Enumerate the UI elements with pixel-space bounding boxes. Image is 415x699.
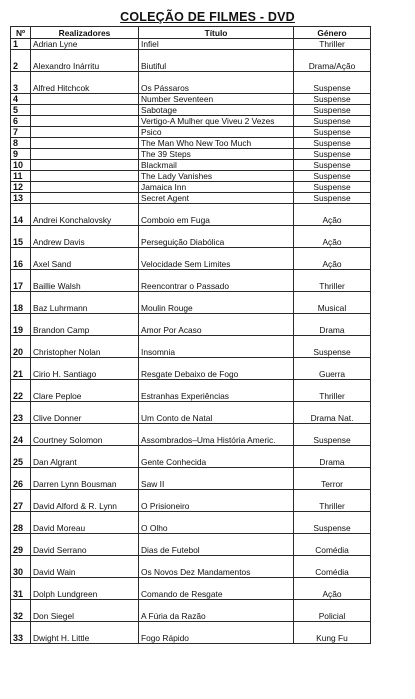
- director-cell: Andrei Konchalovsky: [31, 204, 139, 226]
- title-cell: Reencontrar o Passado: [139, 270, 294, 292]
- genre-cell: Suspense: [294, 72, 371, 94]
- title-cell: Moulin Rouge: [139, 292, 294, 314]
- genre-cell: Policial: [294, 600, 371, 622]
- genre-cell: Drama Nat.: [294, 402, 371, 424]
- director-cell: [31, 105, 139, 116]
- table-row: [11, 127, 371, 138]
- row-number: 30: [11, 556, 31, 578]
- genre-cell: Suspense: [294, 138, 371, 149]
- table-row: [11, 193, 371, 204]
- table-row: [11, 358, 371, 380]
- row-number: 9: [11, 149, 31, 160]
- table-row: [11, 94, 371, 105]
- row-number: 19: [11, 314, 31, 336]
- director-cell: [31, 160, 139, 171]
- table-body: [11, 39, 371, 644]
- row-number: 33: [11, 622, 31, 644]
- director-cell: David Wain: [31, 556, 139, 578]
- title-cell: Perseguição Diabólica: [139, 226, 294, 248]
- table-row: [11, 204, 371, 226]
- genre-cell: Drama/Ação: [294, 50, 371, 72]
- row-number: 5: [11, 105, 31, 116]
- table-row: [11, 116, 371, 127]
- row-number: 3: [11, 72, 31, 94]
- genre-cell: Suspense: [294, 171, 371, 182]
- table-row: [11, 446, 371, 468]
- title-cell: Estranhas Experiências: [139, 380, 294, 402]
- row-number: 6: [11, 116, 31, 127]
- row-number: 20: [11, 336, 31, 358]
- table-row: [11, 105, 371, 116]
- director-cell: [31, 116, 139, 127]
- director-cell: [31, 193, 139, 204]
- genre-cell: Comédia: [294, 534, 371, 556]
- title-cell: Os Novos Dez Mandamentos: [139, 556, 294, 578]
- row-number: 2: [11, 50, 31, 72]
- genre-cell: Ação: [294, 226, 371, 248]
- director-cell: Christopher Nolan: [31, 336, 139, 358]
- table-row: [11, 149, 371, 160]
- table-row: [11, 160, 371, 171]
- row-number: 14: [11, 204, 31, 226]
- header-directors: Realizadores: [31, 27, 139, 39]
- director-cell: David Alford & R. Lynn: [31, 490, 139, 512]
- title-cell: Amor Por Acaso: [139, 314, 294, 336]
- row-number: 26: [11, 468, 31, 490]
- row-number: 16: [11, 248, 31, 270]
- title-cell: Number Seventeen: [139, 94, 294, 105]
- row-number: 21: [11, 358, 31, 380]
- row-number: 1: [11, 39, 31, 50]
- genre-cell: Guerra: [294, 358, 371, 380]
- row-number: 23: [11, 402, 31, 424]
- table-row: [11, 556, 371, 578]
- title-cell: Infiel: [139, 39, 294, 50]
- row-number: 4: [11, 94, 31, 105]
- title-cell: O Prisioneiro: [139, 490, 294, 512]
- title-cell: Comando de Resgate: [139, 578, 294, 600]
- title-cell: Assombrados–Uma História Americ.: [139, 424, 294, 446]
- row-number: 8: [11, 138, 31, 149]
- genre-cell: Ação: [294, 248, 371, 270]
- director-cell: David Moreau: [31, 512, 139, 534]
- director-cell: Baillie Walsh: [31, 270, 139, 292]
- director-cell: [31, 182, 139, 193]
- director-cell: Darren Lynn Bousman: [31, 468, 139, 490]
- director-cell: David Serrano: [31, 534, 139, 556]
- genre-cell: Kung Fu: [294, 622, 371, 644]
- title-cell: The Man Who New Too Much: [139, 138, 294, 149]
- title-cell: Insomnia: [139, 336, 294, 358]
- genre-cell: Comédia: [294, 556, 371, 578]
- row-number: 31: [11, 578, 31, 600]
- genre-cell: Thriller: [294, 490, 371, 512]
- title-cell: A Fúria da Razão: [139, 600, 294, 622]
- genre-cell: Suspense: [294, 160, 371, 171]
- table-row: [11, 512, 371, 534]
- table-row: [11, 468, 371, 490]
- row-number: 18: [11, 292, 31, 314]
- genre-cell: Terror: [294, 468, 371, 490]
- row-number: 15: [11, 226, 31, 248]
- table-row: [11, 578, 371, 600]
- title-cell: Vertigo-A Mulher que Viveu 2 Vezes: [139, 116, 294, 127]
- director-cell: [31, 138, 139, 149]
- genre-cell: Thriller: [294, 39, 371, 50]
- table-row: [11, 248, 371, 270]
- title-cell: Velocidade Sem Limites: [139, 248, 294, 270]
- header-title: Título: [139, 27, 294, 39]
- row-number: 25: [11, 446, 31, 468]
- director-cell: Don Siegel: [31, 600, 139, 622]
- header-number: Nº: [11, 27, 31, 39]
- director-cell: Clive Donner: [31, 402, 139, 424]
- genre-cell: Drama: [294, 314, 371, 336]
- title-cell: The 39 Steps: [139, 149, 294, 160]
- director-cell: Alfred Hitchcok: [31, 72, 139, 94]
- title-cell: O Olho: [139, 512, 294, 534]
- title-cell: Biutiful: [139, 50, 294, 72]
- genre-cell: Suspense: [294, 512, 371, 534]
- table-row: [11, 490, 371, 512]
- title-cell: Fogo Rápido: [139, 622, 294, 644]
- table-row: [11, 138, 371, 149]
- header-genre: Género: [294, 27, 371, 39]
- title-cell: Psico: [139, 127, 294, 138]
- page-title: COLEÇÃO DE FILMES - DVD: [120, 10, 295, 24]
- row-number: 11: [11, 171, 31, 182]
- director-cell: Axel Sand: [31, 248, 139, 270]
- title-cell: Sabotage: [139, 105, 294, 116]
- title-cell: Os Pássaros: [139, 72, 294, 94]
- table-row: [11, 600, 371, 622]
- genre-cell: Suspense: [294, 116, 371, 127]
- table-row: [11, 182, 371, 193]
- row-number: 24: [11, 424, 31, 446]
- director-cell: Cirio H. Santiago: [31, 358, 139, 380]
- header-row: [11, 27, 371, 39]
- row-number: 27: [11, 490, 31, 512]
- director-cell: [31, 94, 139, 105]
- row-number: 10: [11, 160, 31, 171]
- title-cell: Gente Conhecida: [139, 446, 294, 468]
- table-row: [11, 314, 371, 336]
- row-number: 22: [11, 380, 31, 402]
- title-cell: Resgate Debaixo de Fogo: [139, 358, 294, 380]
- genre-cell: Drama: [294, 446, 371, 468]
- title-cell: Saw II: [139, 468, 294, 490]
- table-row: [11, 534, 371, 556]
- table-row: [11, 171, 371, 182]
- table-row: [11, 622, 371, 644]
- title-cell: Um Conto de Natal: [139, 402, 294, 424]
- row-number: 7: [11, 127, 31, 138]
- film-table: [10, 26, 371, 644]
- director-cell: Dwight H. Little: [31, 622, 139, 644]
- film-collection-sheet: [10, 26, 370, 644]
- director-cell: Brandon Camp: [31, 314, 139, 336]
- director-cell: Clare Peploe: [31, 380, 139, 402]
- title-cell: Secret Agent: [139, 193, 294, 204]
- genre-cell: Thriller: [294, 380, 371, 402]
- row-number: 29: [11, 534, 31, 556]
- row-number: 12: [11, 182, 31, 193]
- director-cell: Courtney Solomon: [31, 424, 139, 446]
- table-row: [11, 380, 371, 402]
- genre-cell: Thriller: [294, 270, 371, 292]
- director-cell: Dan Algrant: [31, 446, 139, 468]
- table-row: [11, 292, 371, 314]
- title-cell: Blackmail: [139, 160, 294, 171]
- director-cell: [31, 149, 139, 160]
- table-row: [11, 402, 371, 424]
- director-cell: Alexandro Inárritu: [31, 50, 139, 72]
- table-row: [11, 50, 371, 72]
- title-cell: Dias de Futebol: [139, 534, 294, 556]
- genre-cell: Ação: [294, 578, 371, 600]
- genre-cell: Musical: [294, 292, 371, 314]
- genre-cell: Suspense: [294, 336, 371, 358]
- table-row: [11, 336, 371, 358]
- genre-cell: Suspense: [294, 424, 371, 446]
- title-cell: Jamaica Inn: [139, 182, 294, 193]
- row-number: 17: [11, 270, 31, 292]
- table-row: [11, 226, 371, 248]
- director-cell: [31, 171, 139, 182]
- title-cell: Comboio em Fuga: [139, 204, 294, 226]
- table-row: [11, 270, 371, 292]
- genre-cell: Suspense: [294, 149, 371, 160]
- genre-cell: Suspense: [294, 105, 371, 116]
- genre-cell: Suspense: [294, 127, 371, 138]
- genre-cell: Suspense: [294, 193, 371, 204]
- row-number: 32: [11, 600, 31, 622]
- director-cell: Adrian Lyne: [31, 39, 139, 50]
- director-cell: [31, 127, 139, 138]
- title-cell: The Lady Vanishes: [139, 171, 294, 182]
- director-cell: Andrew Davis: [31, 226, 139, 248]
- row-number: 13: [11, 193, 31, 204]
- row-number: 28: [11, 512, 31, 534]
- director-cell: Dolph Lundgreen: [31, 578, 139, 600]
- genre-cell: Suspense: [294, 94, 371, 105]
- table-row: [11, 72, 371, 94]
- director-cell: Baz Luhrmann: [31, 292, 139, 314]
- table-row: [11, 39, 371, 50]
- genre-cell: Suspense: [294, 182, 371, 193]
- table-row: [11, 424, 371, 446]
- genre-cell: Ação: [294, 204, 371, 226]
